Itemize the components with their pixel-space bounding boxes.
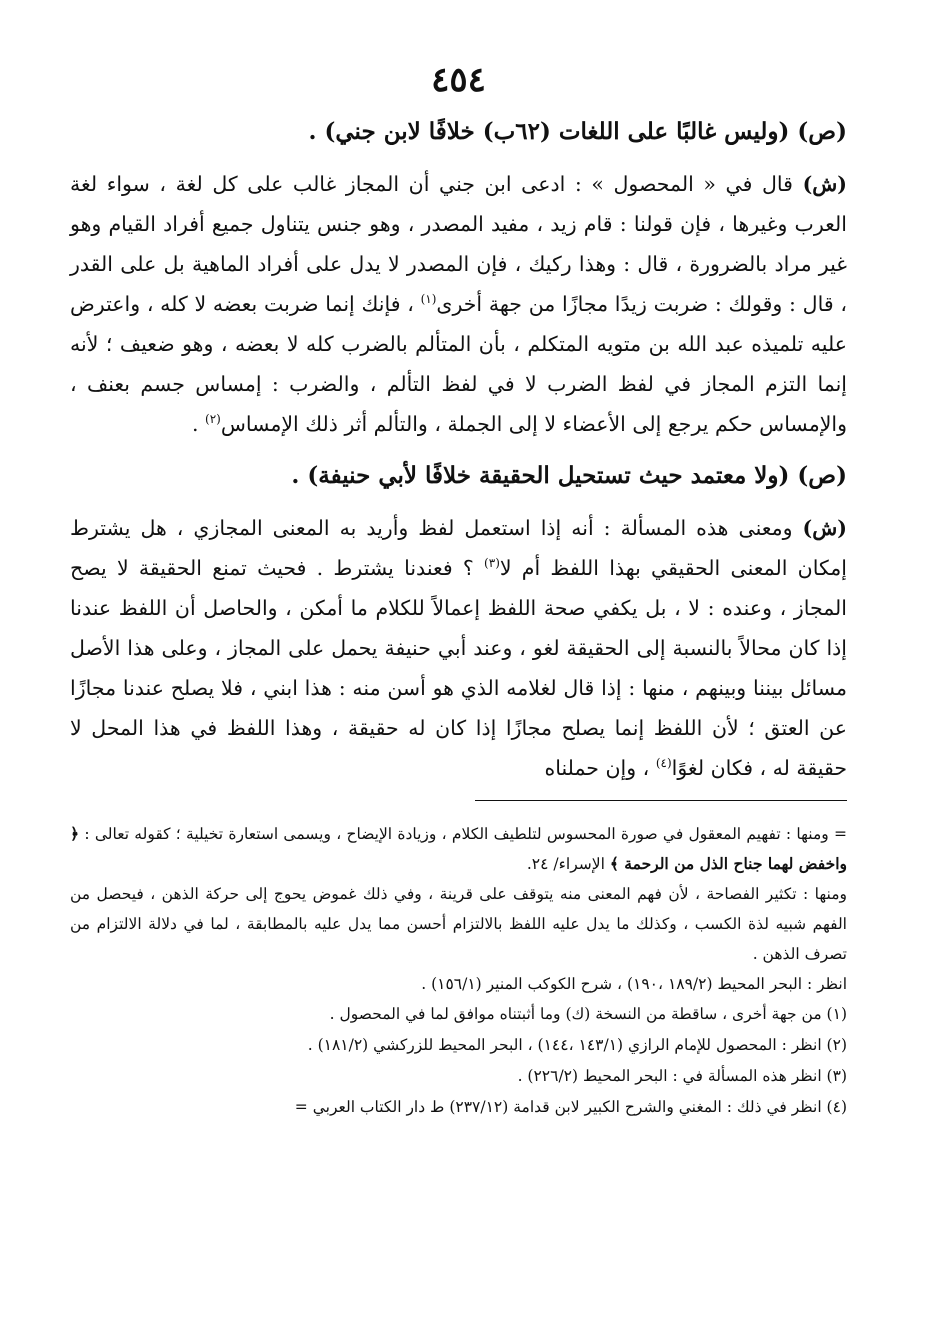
sharh-text: ، فإنك إنما ضربت بعضه لا كله ، واعترض عليه تلميذه عبد الله بن متويه المتكلم ، بأن المتألم بالضرب كله لا بعضه ، وهو ضعيف ؛ لأنه إنما التزم المجاز في لفظ الضرب لا في لفظ التألم ، والضرب : إمساس جسم بعنف ، والإمساس حكم يرجع إلى الأعضاء لا إلى الجملة ، والتألم أثر ذلك الإمساس [70,292,847,436]
footnote-divider [475,800,847,801]
sharh-marker: (ش) [802,516,847,540]
footnote-continuation [70,819,847,879]
footnote-2: (٢) انظر : المحصول للإمام الرازي (١٤٣/١ ،١٤٤) ، البحر المحيط للزركشي (١٨١/٢) . [307,1036,847,1054]
sharh-text: ، وإن حملناه [544,756,650,780]
footnote-continuation: ومنها : تكثير الفصاحة ، لأن فهم المعنى منه يتوقف على قرينة ، وفي ذلك غموض يحوج إلى حركة الذهن ، فيحصل من الفهم شبيه لذة الكسب ، وكذلك ما يدل عليه اللفظ بالالتزام أحسن مما يدل عليه بالمطابقة ، لما في دلالة الالتزام من تصرف الذهن . [70,885,847,963]
footnote-ref-1: (١) [420,292,437,307]
sharh-text: ؟ فعندنا يشترط . فحيث تمنع الحقيقة لا يصح المجاز ، وعنده : لا ، بل يكفي صحة اللفظ إعمالاً للكلام ما أمكن ، والحاصل أن اللفظ عندنا إذا كان محالاً بالنسبة إلى الحقيقة لغو ، وعند أبي حنيفة يحمل على المجاز ، وعلى هذا الأصل مسائل بيننا وبينهم ، منها : إذا قال لغلامه الذي هو أسن منه : هذا ابني ، فلا يصلح عندنا مجازًا عن العتق ؛ لأن اللفظ إنما يصلح مجازًا إذا كان له حقيقة ، وهذا اللفظ في هذا المحل لا حقيقة له ، فكان لغوًا [70,556,847,780]
footnote-ref-3: (٣) [484,556,500,571]
quran-verse: ﴿ واخفض لهما جناح الذل من الرحمة ﴾ [70,824,847,873]
footnote-ref-2: (٢) [205,412,221,427]
sharh-paragraph-2 [70,508,847,788]
footnotes-section [70,819,847,1123]
footnote-3: (٣) انظر هذه المسألة في : البحر المحيط (٢٢٦/٢) . [517,1067,847,1085]
matn-heading-2: (ص) (ولا معتمد حيث تستحيل الحقيقة خلافًا لأبي حنيفة) . [291,462,847,489]
sharh-marker: (ش) [802,172,847,196]
sharh-text: قال في « المحصول » : ادعى ابن جني أن المجاز غالب على كل لغة ، سواء لغة العرب وغيرها ، فإن قولنا : قام زيد ، مفيد المصدر ، وهو جنس يتناول جميع أفراد القيام وهو غير مراد بالضرورة ، قال : وهذا ركيك ، فإن المصدر لا يدل على أفراد الماهية بل على القدر ، قال : وقولك : ضربت زيدًا مجازًا من جهة أخرى [70,172,847,316]
sharh-text: ومعنى هذه المسألة : أنه إذا استعمل لفظ وأريد به المعنى المجازي ، هل يشترط إمكان المعنى الحقيقي بهذا اللفظ أم لا [70,516,847,580]
footnote-ref-4: (٤) [655,756,672,771]
sharh-text: . [191,412,199,436]
footnote-4: (٤) انظر في ذلك : المغني والشرح الكبير لابن قدامة (٢٣٧/١٢) ط دار الكتاب العربي = [294,1098,847,1116]
footnote-1: (١) من جهة أخرى ، ساقطة من النسخة (ك) وما أثبتناه موافق لما في المحصول . [329,1005,847,1023]
verse-reference: الإسراء/ ٢٤. [526,855,605,873]
footnote-continuation: انظر : البحر المحيط (١٨٩/٢ ،١٩٠) ، شرح الكوكب المنير (١٥٦/١) . [421,975,847,993]
page-number: ٤٥٤ [431,60,486,100]
matn-heading-1: (ص) (وليس غالبًا على اللغات (٦٢ب) خلافًا لابن جني) . [308,118,847,145]
footnote-text: = ومنها : تفهيم المعقول في صورة المحسوس لتلطيف الكلام ، وزيادة الإيضاح ، ويسمى استعارة تخيلية ؛ كقوله تعالى : [84,825,847,843]
sharh-paragraph-1 [70,164,847,444]
